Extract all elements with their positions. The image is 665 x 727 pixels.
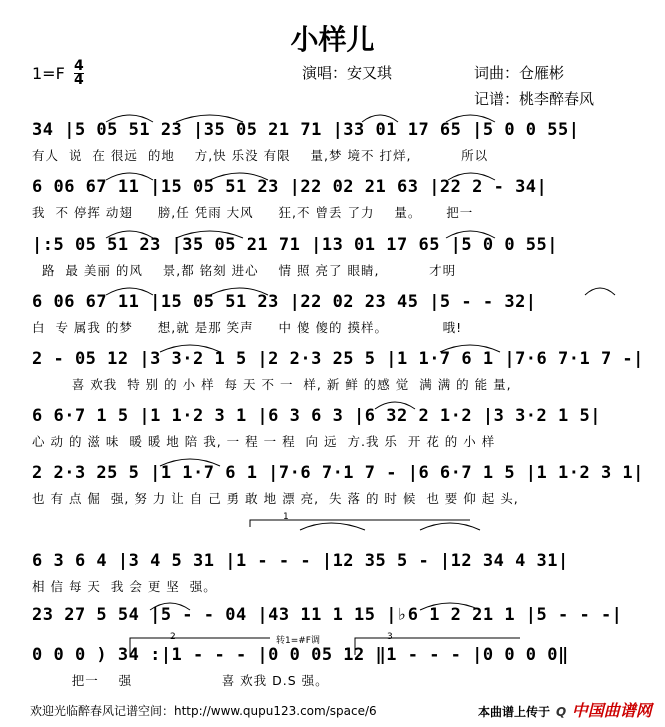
- slur: [160, 459, 220, 466]
- upload-note: 本曲谱上传于: [478, 705, 551, 719]
- melody-line: 6 06 67 11 |15 05 51 23 |22 02 21 63 |22 2 - 34|: [32, 177, 548, 197]
- ending-1-label: 1: [283, 512, 289, 522]
- lyric-line: 白 专 属我 的梦 想,就 是那 笑声 中 傻 傻的 摸样。 哦!: [32, 320, 463, 335]
- melody-line: 6 3 6 4 |3 4 5 31 |1 - - - |12 35 5 - |12 34 4 31|: [32, 551, 569, 571]
- melody-line: 34 |5 05 51 23 |35 05 21 71 |33 01 17 65 |5 0 0 55|: [32, 120, 580, 140]
- slur: [176, 231, 243, 238]
- lyric-line: 路 最 美丽 的风 景,都 铭刻 进心 情 照 亮了 眼睛, 才明: [32, 263, 457, 278]
- logo-text: 中国曲谱网: [571, 701, 652, 720]
- slur: [210, 288, 268, 295]
- modulation-mark: 转1=#F调: [276, 636, 320, 646]
- lyric-line: 心 动 的 滋 味 暖 暖 地 陪 我, 一 程 一 程 向 远 方.我 乐 开 花 的 小 样: [32, 434, 496, 449]
- melody-line: 23 27 5 54 |5 - - 04 |43 11 1 15 |♭6 1 2 21 1 |5 - - -|: [32, 605, 623, 625]
- slur: [160, 345, 220, 352]
- ending-bracket: [130, 638, 270, 655]
- melody-line: 2 - 05 12 |3 3·2 1 5 |2 2·3 25 5 |1 1·7 6 1 |7·6 7·1 7 -|: [32, 349, 644, 369]
- singer: 演唱：安又琪: [302, 64, 393, 82]
- melody-line: 2 2·3 25 5 |1 1·7 6 1 |7·6 7·1 7 - |6 6·7 1 5 |1 1·2 3 1|: [32, 463, 644, 483]
- ending-3-label: 3: [387, 632, 393, 642]
- lyric-line: 有人 说 在 很远 的地 方,快 乐没 有限 量,梦 境不 打烊, 所以: [32, 148, 489, 163]
- slur: [446, 115, 495, 122]
- composer: 词曲：仓雁彬: [474, 64, 565, 82]
- melody-line: 6 6·7 1 5 |1 1·2 3 1 |6 3 6 3 |6 32 2 1·2 |3 3·2 1 5|: [32, 406, 601, 426]
- lyric-line: 相 信 每 天 我 会 更 坚 强。: [32, 579, 217, 594]
- slur: [300, 523, 365, 530]
- slur: [448, 173, 495, 180]
- slur: [106, 173, 153, 180]
- time-signature-bottom: 4: [74, 72, 84, 88]
- time-signature-top: 4: [74, 58, 84, 74]
- key-signature: 1=F: [32, 64, 65, 83]
- slur: [106, 115, 153, 122]
- slur: [420, 603, 480, 610]
- melody-line: |:5 05 51 23 |35 05 21 71 |13 01 17 65 |5 0 0 55|: [32, 235, 559, 255]
- slur: [446, 231, 495, 238]
- site-logo: [556, 698, 652, 721]
- slur: [210, 173, 268, 180]
- lyric-line: 把一 强 喜 欢我 D.S 强。: [32, 673, 329, 688]
- ending-bracket: [355, 638, 520, 655]
- slur: [420, 523, 480, 530]
- slur: [176, 115, 243, 122]
- melody-line: 0 0 0 ) 34 :|1 - - - |0 0 05 12 ‖1 - - - |0 0 0 0‖: [32, 645, 569, 665]
- footer-credit: 欢迎光临醉春风记谱空间：http://www.qupu123.com/space/6: [30, 704, 377, 718]
- melody-line: 6 06 67 11 |15 05 51 23 |22 02 23 45 |5 - - 32|: [32, 292, 537, 312]
- lyric-line: 也 有 点 倔 强, 努 力 让 自 己 勇 敢 地 漂 亮, 失 落 的 时 候 也 要 仰 起 头,: [32, 491, 519, 506]
- slur: [375, 402, 415, 409]
- slur: [362, 115, 398, 122]
- lyric-line: 喜 欢我 特 别 的 小 样 每 天 不 一 样, 新 鲜 的感 觉 满 满 的 能 量,: [32, 377, 512, 392]
- song-title: 小样儿: [290, 23, 375, 56]
- transcriber: 记谱：桃李醉春风: [474, 90, 595, 108]
- slur: [150, 603, 190, 610]
- slur: [106, 231, 153, 238]
- logo-mark: Q: [556, 705, 567, 719]
- ending-2-label: 2: [170, 632, 176, 642]
- lyric-line: 我 不 停挥 动翅 膀,任 凭雨 大风 狂,不 曾丢 了力 量。 把一: [32, 205, 474, 220]
- slur: [106, 288, 153, 295]
- slur: [585, 288, 615, 295]
- ending-bracket: [250, 520, 470, 527]
- slur: [440, 345, 500, 352]
